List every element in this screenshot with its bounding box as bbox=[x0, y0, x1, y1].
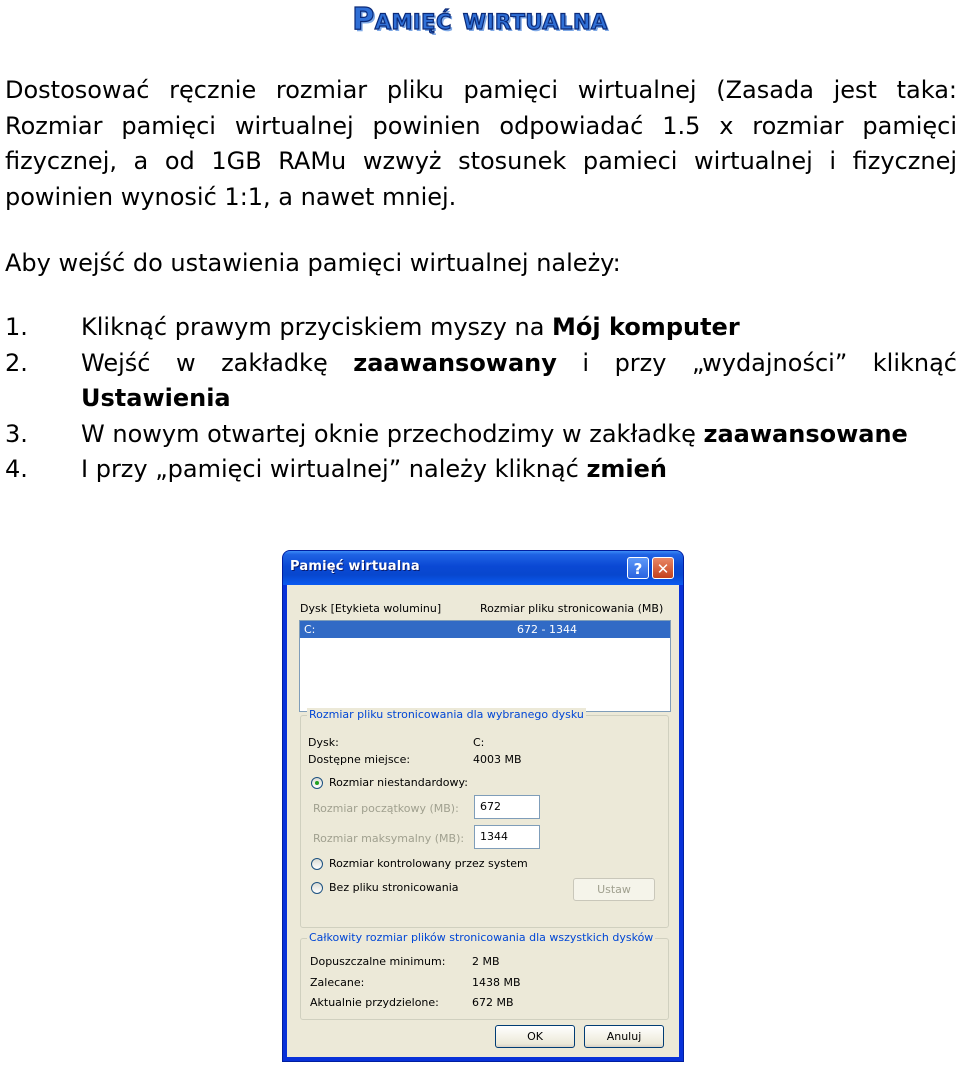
dialog-title: Pamięć wirtualna bbox=[290, 559, 420, 574]
recommended-label: Zalecane: bbox=[310, 976, 365, 989]
selected-drive-group bbox=[300, 708, 669, 928]
step-text bbox=[81, 346, 957, 417]
recommended-value: 1438 MB bbox=[472, 976, 521, 989]
step-number: 2. bbox=[5, 348, 28, 377]
step-text-plain: I przy „pamięci wirtualnej” należy kliknąć bbox=[81, 455, 587, 483]
close-icon: ✕ bbox=[656, 560, 670, 578]
total-size-group bbox=[300, 931, 669, 1020]
free-space-value: 4003 MB bbox=[473, 753, 522, 766]
step-text bbox=[81, 452, 957, 488]
size-cell: 672 - 1344 bbox=[517, 623, 577, 636]
step-text-bold: zaawansowane bbox=[703, 419, 908, 448]
initial-size-field[interactable]: 672 bbox=[474, 795, 540, 819]
step-text-plain: i przy „wydajności” kliknąć bbox=[556, 348, 957, 377]
steps-list bbox=[5, 310, 957, 488]
set-button[interactable]: Ustaw bbox=[573, 878, 655, 901]
dialog-titlebar[interactable] bbox=[283, 551, 683, 585]
no-paging-radio[interactable] bbox=[311, 882, 323, 894]
list-item bbox=[5, 346, 957, 417]
system-managed-radio[interactable] bbox=[311, 858, 323, 870]
minimum-label: Dopuszczalne minimum: bbox=[310, 955, 446, 968]
drive-value: C: bbox=[473, 736, 485, 749]
no-paging-label[interactable]: Bez pliku stronicowania bbox=[329, 881, 459, 894]
list-item bbox=[5, 417, 957, 453]
ok-button[interactable]: OK bbox=[495, 1025, 575, 1048]
free-space-label: Dostępne miejsce: bbox=[308, 753, 411, 766]
step-text bbox=[81, 310, 957, 346]
custom-size-radio[interactable] bbox=[311, 777, 323, 789]
close-button[interactable] bbox=[652, 557, 674, 579]
column-header-drive: Dysk [Etykieta woluminu] bbox=[300, 602, 442, 615]
current-label: Aktualnie przydzielone: bbox=[310, 996, 439, 1009]
drive-list[interactable] bbox=[299, 620, 671, 712]
virtual-memory-dialog bbox=[283, 551, 683, 1061]
step-text-plain: Wejść w zakładkę bbox=[81, 348, 354, 377]
list-item bbox=[5, 452, 957, 488]
intro-paragraph: Dostosować ręcznie rozmiar pliku pamięci wirtualnej (Zasada jest taka: Rozmiar pamięci wirtualnej powinien odpowiadać 1.5 x rozmiar pamięci fizycznej, a od 1GB RAMu wzwyż stosunek pamieci wirtualnej i fizycznej powinien wynosić 1:1, a nawet mniej. bbox=[5, 76, 957, 211]
step-text-bold: zaawansowany bbox=[353, 348, 557, 377]
dialog-client bbox=[287, 585, 679, 1057]
current-value: 672 MB bbox=[472, 996, 514, 1009]
cancel-button[interactable]: Anuluj bbox=[584, 1025, 664, 1048]
drive-label: Dysk: bbox=[308, 736, 339, 749]
step-text bbox=[81, 417, 957, 453]
step-text-bold: Mój komputer bbox=[552, 313, 740, 341]
system-managed-label[interactable]: Rozmiar kontrolowany przez system bbox=[329, 857, 528, 870]
step-number: 4. bbox=[5, 455, 28, 483]
table-row[interactable] bbox=[300, 621, 670, 638]
column-header-size: Rozmiar pliku stronicowania (MB) bbox=[480, 602, 664, 615]
custom-size-label[interactable]: Rozmiar niestandardowy: bbox=[329, 776, 468, 789]
step-text-bold: Ustawienia bbox=[81, 384, 231, 412]
max-size-label: Rozmiar maksymalny (MB): bbox=[313, 832, 465, 845]
initial-size-label: Rozmiar początkowy (MB): bbox=[313, 802, 459, 815]
step-text-plain: W nowym otwartej oknie przechodzimy w zakładkę bbox=[81, 419, 704, 448]
instructions-lead: Aby wejść do ustawienia pamięci wirtualnej należy: bbox=[5, 249, 621, 277]
minimum-value: 2 MB bbox=[472, 955, 500, 968]
step-number: 3. bbox=[5, 419, 28, 448]
max-size-field[interactable]: 1344 bbox=[474, 825, 540, 849]
group-legend: Całkowity rozmiar plików stronicowania dla wszystkich dysków bbox=[309, 931, 654, 944]
document-title: Pamięć wirtualna bbox=[352, 2, 608, 37]
step-number: 1. bbox=[5, 313, 28, 341]
step-text-bold: zmień bbox=[586, 455, 668, 483]
drive-cell: C: bbox=[304, 623, 316, 636]
question-icon: ? bbox=[633, 560, 643, 578]
help-button[interactable] bbox=[627, 557, 649, 579]
list-item bbox=[5, 310, 957, 346]
group-legend: Rozmiar pliku stronicowania dla wybranego dysku bbox=[309, 708, 584, 721]
step-text-plain: Kliknąć prawym przyciskiem myszy na bbox=[81, 313, 553, 341]
